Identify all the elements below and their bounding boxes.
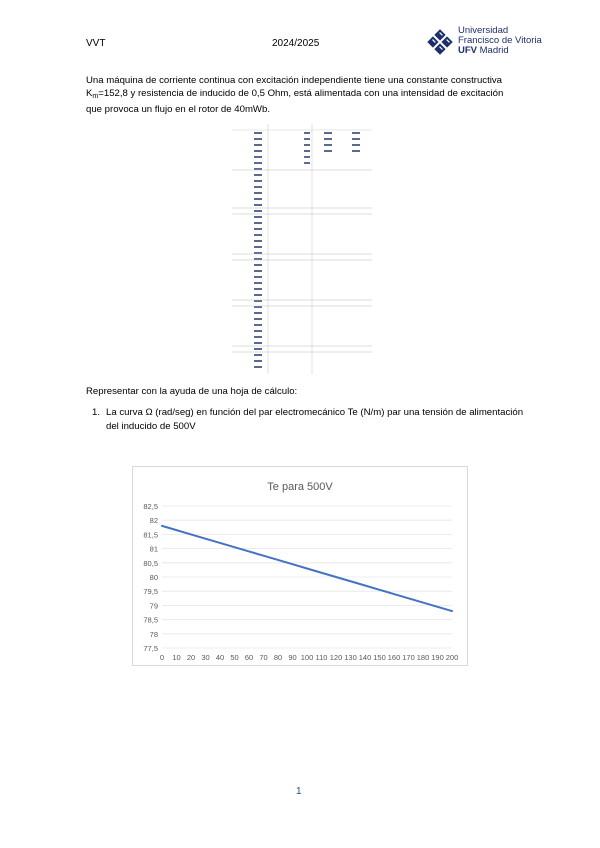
sheet-cell bbox=[254, 336, 262, 338]
chart-y-tick-label: 80 bbox=[149, 573, 158, 582]
chart-x-tick-label: 70 bbox=[259, 653, 268, 662]
chart-x-tick-label: 10 bbox=[172, 653, 181, 662]
sheet-cell bbox=[304, 144, 310, 146]
sheet-cell bbox=[254, 216, 262, 218]
te-chart bbox=[132, 466, 468, 666]
sheet-cell bbox=[324, 138, 332, 140]
sheet-cell bbox=[254, 360, 262, 362]
sheet-cell bbox=[254, 156, 262, 158]
spreadsheet-thumbnail bbox=[232, 124, 372, 374]
sheet-cell bbox=[254, 192, 262, 194]
university-logo bbox=[426, 26, 566, 62]
sheet-cell bbox=[254, 240, 262, 242]
list-item-text: La curva Ω (rad/seg) en función del par electromecánico Te (N/m) par una tensión de alimentación del inducido de 500V bbox=[106, 407, 524, 432]
sheet-cell bbox=[254, 312, 262, 314]
sheet-cell bbox=[324, 132, 332, 134]
list-item-number: 1. bbox=[92, 407, 101, 418]
chart-x-tick-label: 130 bbox=[344, 653, 357, 662]
chart-y-tick-label: 79 bbox=[149, 601, 158, 611]
chart-x-tick-label: 170 bbox=[402, 653, 415, 662]
logo-line-2: Francisco de Vitoria bbox=[458, 35, 542, 46]
header-academic-year: 2024/2025 bbox=[272, 38, 320, 49]
chart-x-tick-label: 200 bbox=[445, 653, 459, 662]
chart-x-tick-label: 40 bbox=[215, 653, 225, 662]
sheet-cell bbox=[254, 264, 262, 266]
chart-x-tick-label: 160 bbox=[387, 653, 401, 662]
chart-y-tick-label: 79,5 bbox=[143, 587, 158, 597]
sheet-cell bbox=[254, 204, 262, 206]
sheet-cell bbox=[304, 156, 310, 158]
sheet-cell bbox=[254, 162, 262, 164]
chart-x-tick-label: 30 bbox=[201, 653, 210, 662]
sheet-cell bbox=[254, 348, 262, 350]
sheet-cell bbox=[304, 132, 310, 134]
chart-x-tick-label: 80 bbox=[273, 653, 283, 662]
page-number: 1 bbox=[296, 786, 302, 797]
logo-madrid: Madrid bbox=[477, 45, 509, 56]
list-item bbox=[92, 406, 526, 434]
chart-title: Te para 500V bbox=[267, 481, 333, 493]
sheet-cell bbox=[254, 198, 262, 200]
chart-x-tick-label: 120 bbox=[329, 653, 343, 662]
sheet-cell bbox=[254, 150, 262, 152]
sheet-cell bbox=[254, 276, 262, 278]
sheet-cell bbox=[254, 180, 262, 182]
sheet-cell bbox=[254, 132, 262, 134]
sheet-cell bbox=[254, 252, 262, 254]
sheet-cell bbox=[254, 222, 262, 224]
chart-x-tick-label: 180 bbox=[416, 653, 430, 662]
logo-wordmark bbox=[458, 26, 542, 56]
sheet-cell bbox=[254, 294, 262, 296]
sheet-cell bbox=[304, 150, 310, 152]
logo-ufv: UFV bbox=[458, 45, 477, 56]
chart-x-tick-label: 20 bbox=[186, 653, 196, 662]
sheet-cell bbox=[324, 144, 332, 146]
chart-x-tick-label: 190 bbox=[431, 653, 444, 662]
chart-x-tick-label: 140 bbox=[358, 653, 372, 662]
sheet-cell bbox=[254, 324, 262, 326]
problem-statement bbox=[86, 74, 516, 116]
sheet-cell bbox=[254, 318, 262, 320]
sheet-cell bbox=[254, 174, 262, 176]
sheet-cell bbox=[304, 162, 310, 164]
chart-y-tick-label: 82 bbox=[149, 516, 158, 526]
sheet-cell bbox=[254, 258, 262, 260]
sheet-cell bbox=[254, 288, 262, 290]
chart-y-tick-label: 81 bbox=[149, 544, 158, 554]
sheet-cell bbox=[254, 168, 262, 170]
chart-x-tick-label: 150 bbox=[373, 653, 386, 662]
chart-x-tick-label: 0 bbox=[159, 653, 165, 662]
ufv-logo-mark-icon bbox=[426, 28, 454, 56]
sheet-cell bbox=[352, 150, 360, 152]
logo-line-3 bbox=[458, 46, 542, 56]
sheet-cell bbox=[254, 246, 262, 248]
sheet-cell bbox=[352, 132, 360, 134]
chart-x-tick-label: 90 bbox=[288, 653, 297, 662]
problem-statement-part-2: =152,8 y resistencia de inducido de 0,5 Ohm, está alimentada con una intensidad de excitación que provoca un flujo en el rotor de 40mWb. bbox=[86, 88, 504, 115]
sheet-cell bbox=[254, 366, 262, 368]
sheet-cell bbox=[254, 306, 262, 308]
sheet-cell bbox=[254, 330, 262, 332]
chart-x-tick-label: 100 bbox=[300, 653, 314, 662]
problem-statement-subscript: m bbox=[92, 93, 99, 100]
chart-y-tick-label: 77,5 bbox=[143, 644, 158, 653]
sheet-cell bbox=[324, 150, 332, 152]
question-heading: Representar con la ayuda de una hoja de cálculo: bbox=[86, 386, 298, 397]
sheet-cell bbox=[254, 228, 262, 230]
chart-x-tick-label: 110 bbox=[315, 653, 328, 662]
sheet-cell bbox=[304, 138, 310, 140]
chart-y-tick-label: 82,5 bbox=[143, 502, 158, 511]
chart-y-tick-label: 81,5 bbox=[143, 530, 158, 540]
logo-line-1: Universidad bbox=[458, 25, 509, 36]
sheet-cell bbox=[254, 342, 262, 344]
sheet-cell bbox=[254, 300, 262, 302]
chart-y-tick-label: 78,5 bbox=[143, 615, 158, 625]
chart-x-tick-label: 60 bbox=[244, 653, 254, 662]
sheet-cell bbox=[254, 234, 262, 236]
sheet-cell bbox=[254, 282, 262, 284]
sheet-cell bbox=[352, 144, 360, 146]
sheet-cell bbox=[254, 210, 262, 212]
sheet-cell bbox=[254, 354, 262, 356]
chart-x-tick-label: 50 bbox=[230, 653, 239, 662]
sheet-cell bbox=[352, 138, 360, 140]
problem-statement-part-1: Una máquina de corriente continua con excitación independiente tiene una constante constructiva K bbox=[86, 75, 503, 99]
chart-y-tick-label: 80,5 bbox=[143, 558, 158, 568]
sheet-cell bbox=[254, 186, 262, 188]
sheet-cell bbox=[254, 138, 262, 140]
sheet-cell bbox=[254, 144, 262, 146]
header-left-text: VVT bbox=[86, 38, 106, 49]
chart-y-tick-label: 78 bbox=[149, 629, 158, 639]
sheet-cell bbox=[254, 270, 262, 272]
